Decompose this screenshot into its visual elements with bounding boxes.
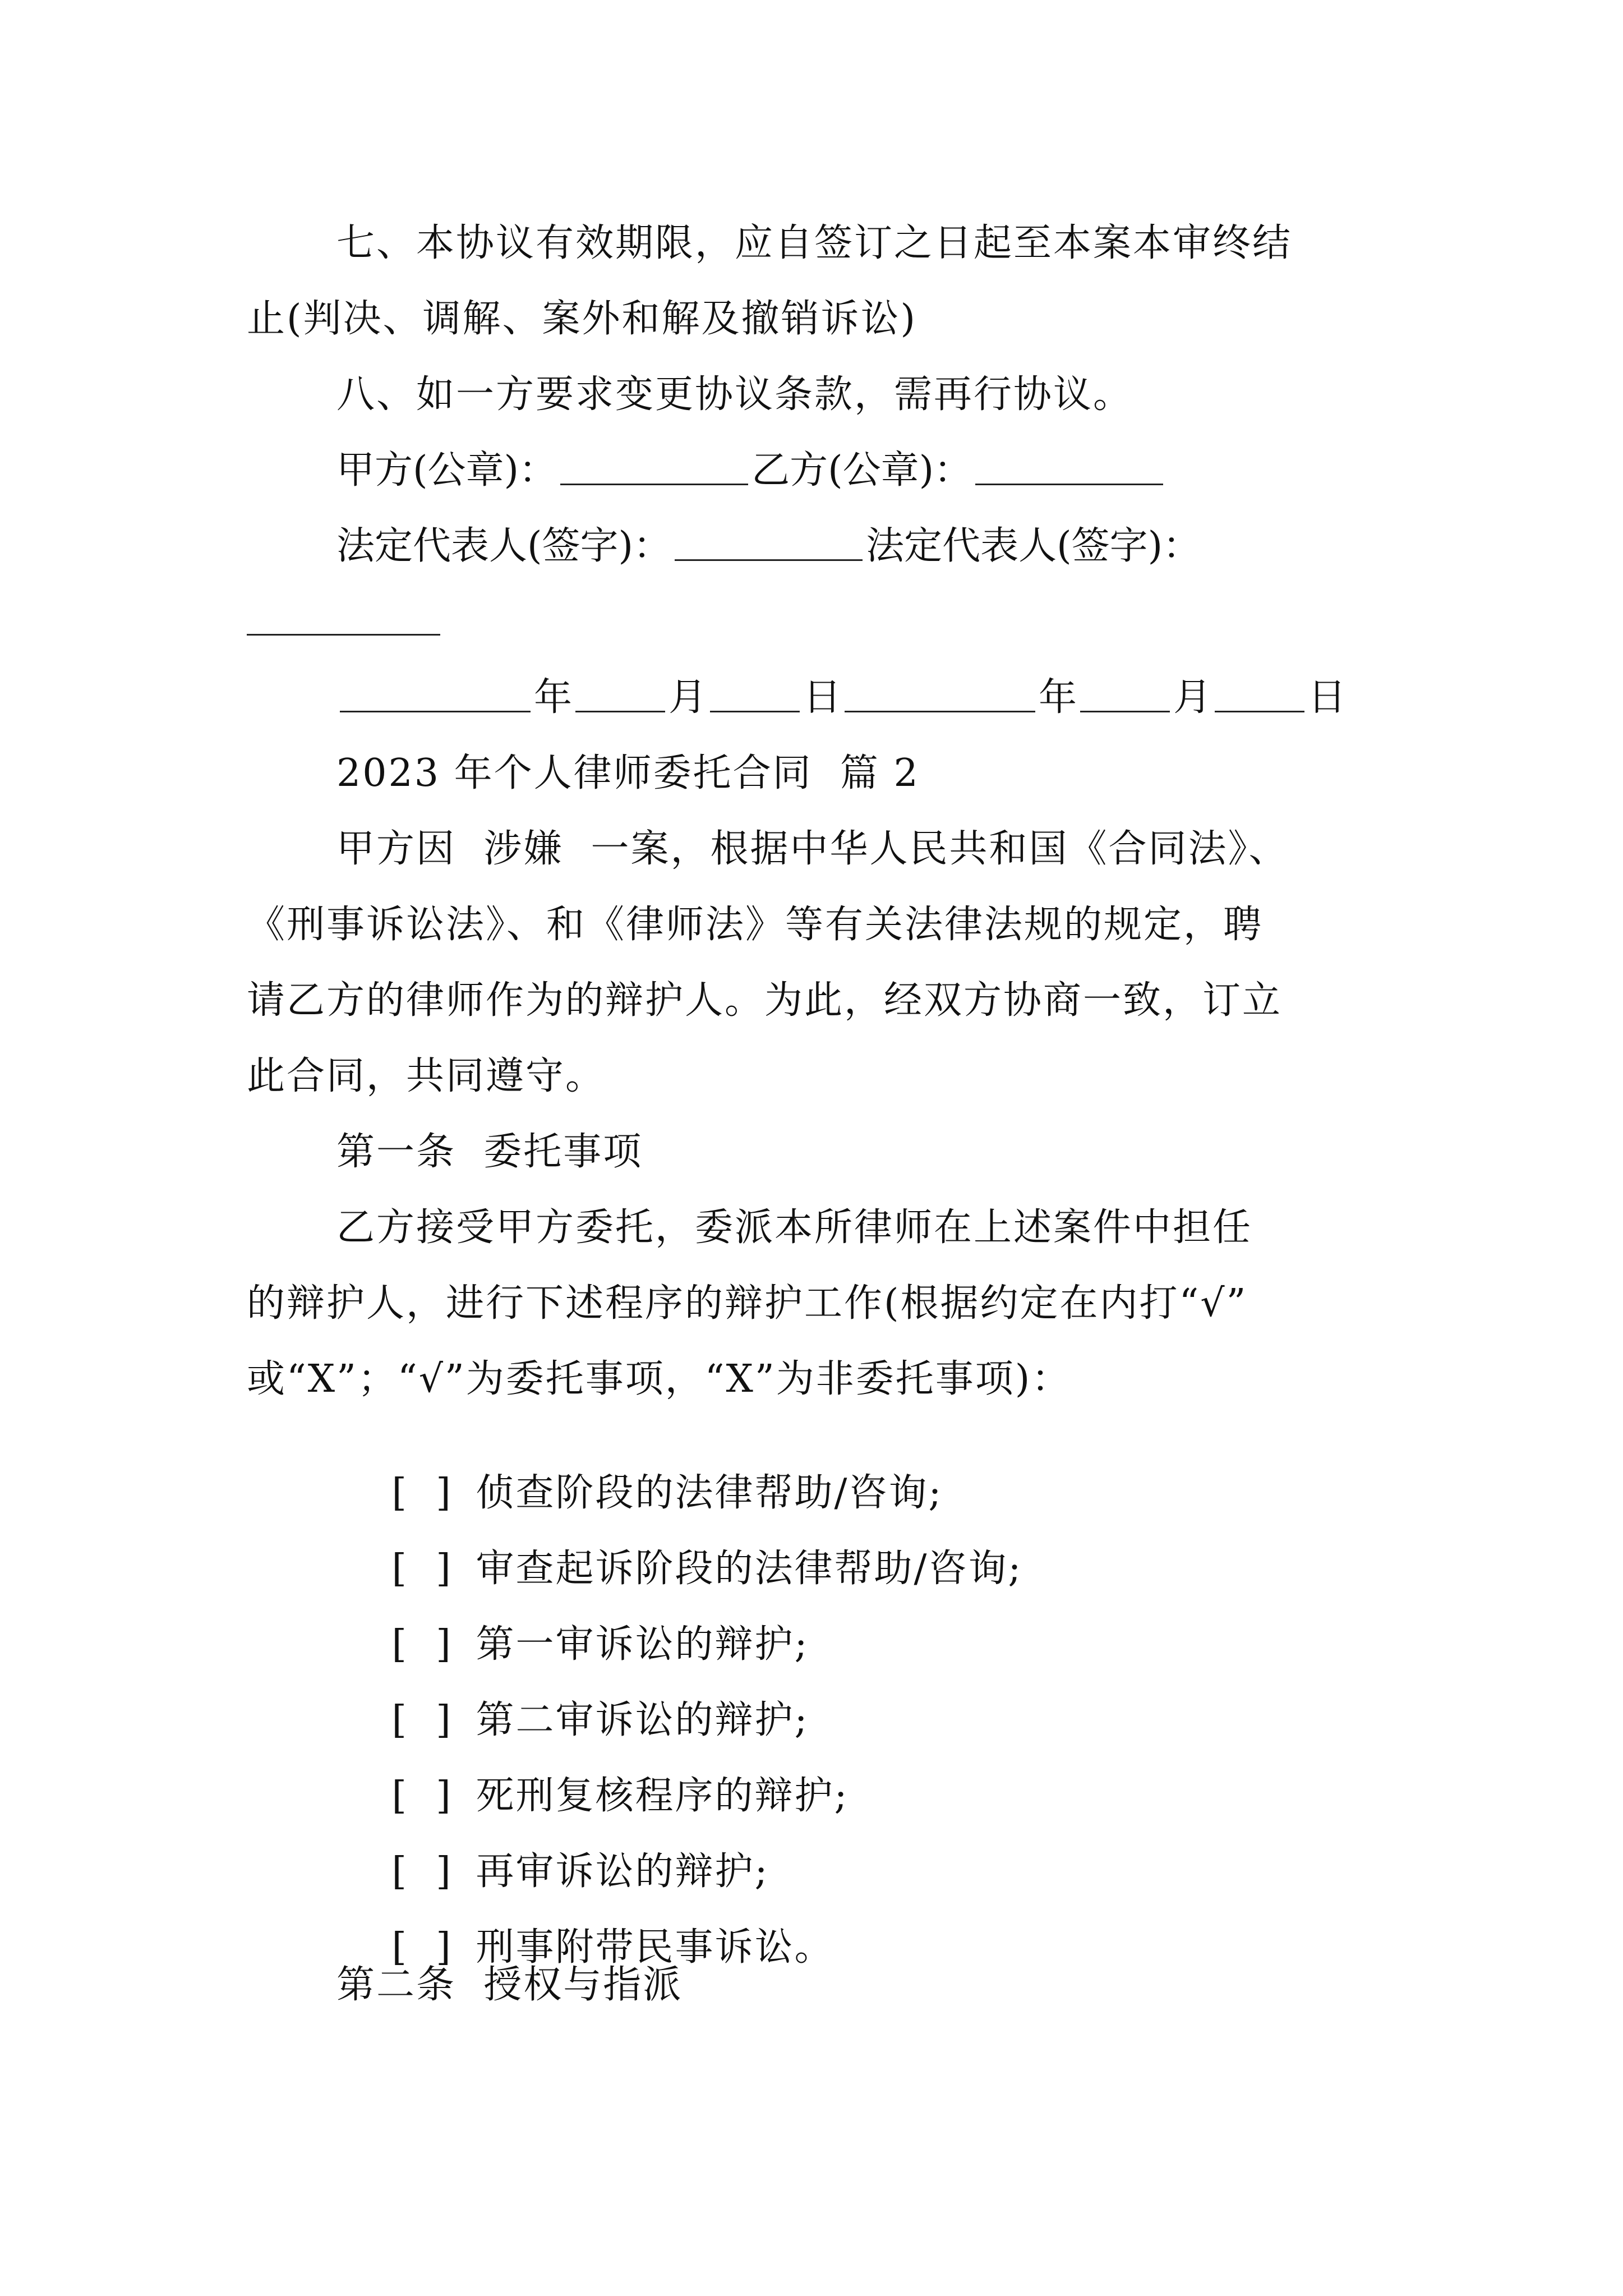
option-label: 第二审诉讼的辩护;	[476, 1698, 809, 1742]
date-a-day-blank	[710, 710, 800, 712]
option-checkbox: [ ]	[391, 1622, 453, 1667]
option-label: 审查起诉阶段的法律帮助/咨询;	[476, 1547, 1023, 1591]
section-title: 2023 年个人律师委托合同 篇 2	[336, 751, 920, 795]
date-a-month-label: 月	[668, 675, 707, 720]
rep-b-blank	[247, 634, 440, 636]
rep-a-blank	[675, 559, 863, 561]
intro-line3: 请乙方的律师作为的辩护人。为此，经双方协商一致，订立	[247, 978, 1283, 1023]
rep-b-label: 法定代表人(签字)：	[866, 524, 1201, 568]
date-b-month-label: 月	[1173, 675, 1212, 720]
option-checkbox: [ ]	[391, 1774, 453, 1818]
article1-line3: 或“X”；“√”为委托事项，“X”为非委托事项)：	[247, 1357, 1072, 1401]
option-label: 再审诉讼的辩护;	[476, 1849, 769, 1894]
clause7-line2: 止(判决、调解、案外和解及撤销诉讼)	[247, 297, 917, 341]
date-b-month-blank	[1080, 710, 1170, 712]
option-checkbox: [ ]	[391, 1849, 453, 1894]
date-a-year-label: 年	[534, 675, 573, 720]
rep-a-label: 法定代表人(签字)：	[336, 524, 672, 568]
article1-line1: 乙方接受甲方委托，委派本所律师在上述案件中担任	[336, 1205, 1253, 1250]
option-checkbox: [ ]	[391, 1547, 453, 1591]
seal-b-blank	[975, 483, 1163, 485]
date-b-year-blank	[845, 710, 1035, 712]
date-a-year-blank	[340, 710, 531, 712]
representative-row	[336, 524, 1402, 568]
intro-line2: 《刑事诉讼法》、和《律师法》等有关法律法规的规定，聘	[247, 903, 1264, 947]
date-a-day-label: 日	[803, 675, 842, 720]
date-a-month-blank	[575, 710, 665, 712]
clause8: 八、如一方要求变更协议条款，需再行协议。	[336, 372, 1133, 417]
date-b-day-blank	[1215, 710, 1304, 712]
option-label: 第一审诉讼的辩护;	[476, 1622, 809, 1667]
intro-line1: 甲方因 涉嫌 一案，根据中华人民共和国《合同法》、	[336, 827, 1289, 871]
option-checkbox: [ ]	[391, 1698, 453, 1742]
intro-line4: 此合同，共同遵守。	[247, 1054, 606, 1098]
option-label: 侦查阶段的法律帮助/咨询;	[476, 1471, 943, 1515]
date-b-day-label: 日	[1308, 675, 1347, 720]
article1-title: 第一条 委托事项	[336, 1130, 643, 1174]
option-checkbox: [ ]	[391, 1471, 453, 1515]
seal-a-blank	[560, 483, 748, 485]
option-checkbox: [ ]	[391, 1925, 453, 1970]
date-b-year-label: 年	[1039, 675, 1077, 720]
seal-row	[336, 448, 1290, 493]
clause7-line1: 七、本协议有效期限，应自签订之日起至本案本审终结	[336, 221, 1293, 265]
option-label: 死刑复核程序的辩护;	[476, 1774, 849, 1818]
seal-a-label: 甲方(公章)：	[336, 448, 557, 493]
article1-line2: 的辩护人，进行下述程序的辩护工作(根据约定在内打“√”	[247, 1281, 1248, 1326]
article2-title: 第二条 授权与指派	[336, 1963, 683, 2007]
date-row	[336, 675, 1402, 720]
option-label: 刑事附带民事诉讼。	[476, 1925, 834, 1970]
seal-b-label: 乙方(公章)：	[751, 448, 972, 493]
